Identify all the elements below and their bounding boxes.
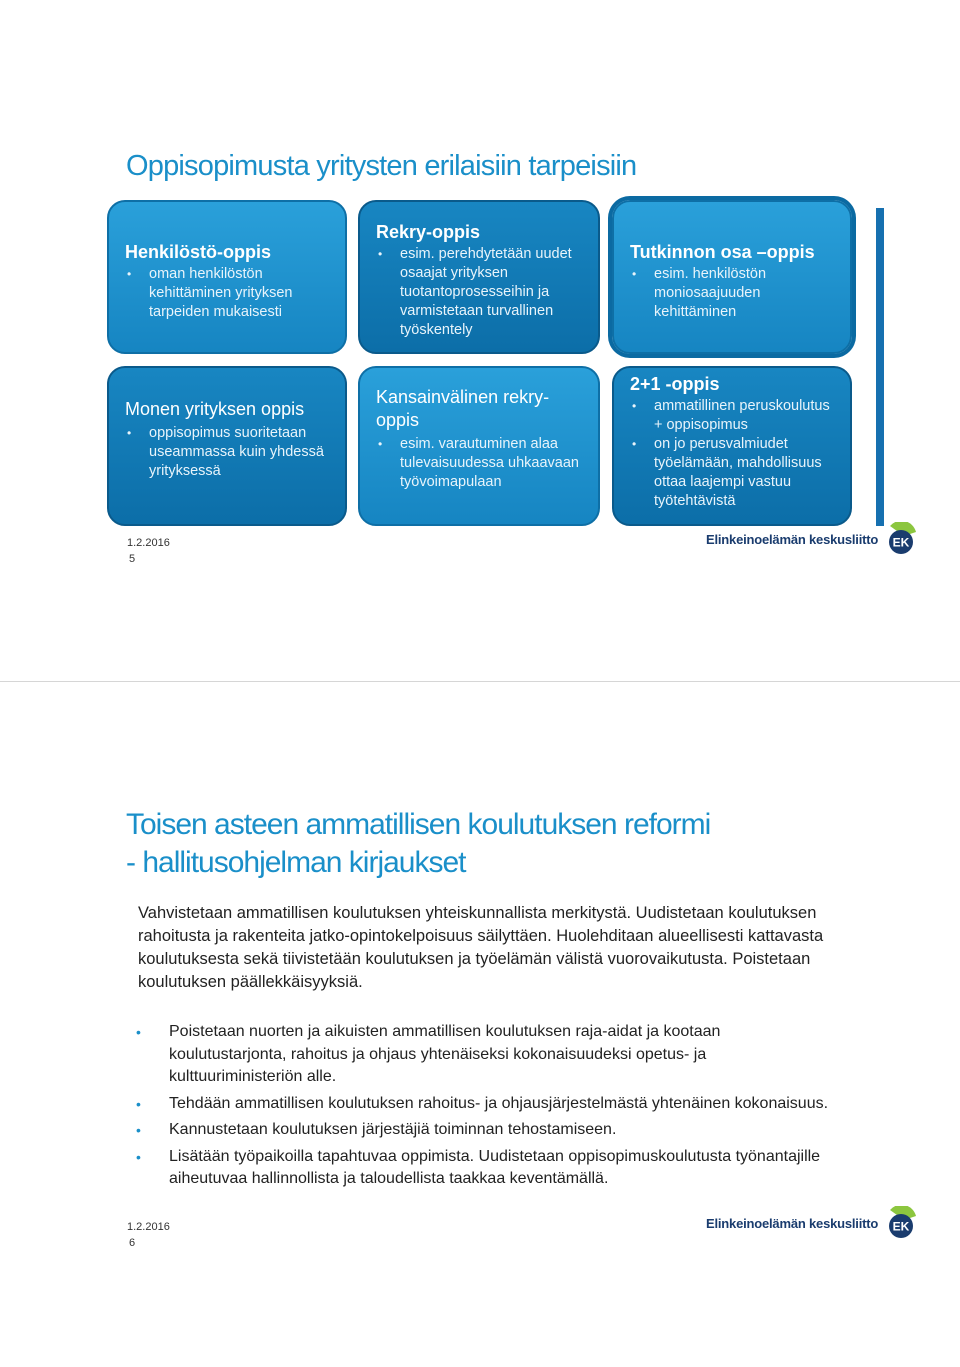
accent-bar xyxy=(876,208,884,526)
box-bullet: • esim. perehdytetään uudet osaajat yrityksen tuotantoprosesseihin ja varmistetaan turvallinen työskentely xyxy=(376,245,586,340)
page-number: 6 xyxy=(129,1237,136,1249)
box-title: Rekry-oppis xyxy=(376,222,481,242)
bullet-list xyxy=(134,1021,834,1195)
box-title: 2+1 -oppis xyxy=(630,374,720,394)
box-rekry-oppis xyxy=(358,200,600,354)
box-kansainvalinen-rekry-oppis xyxy=(358,366,600,526)
box-bullet: • esim. henkilöstön moniosaajuuden kehittäminen xyxy=(630,265,838,322)
list-item: • Poistetaan nuorten ja aikuisten ammatillisen koulutuksen raja-aidat ja kootaan koulutustarjonta, rahoitus ja ohjaus yhtenäiseksi kokonaisuudeksi opetus- ja kulttuuriministeriön alle. xyxy=(134,1021,834,1089)
box-2plus1-oppis xyxy=(612,366,852,526)
footer-date: 1.2.2016 xyxy=(127,1221,170,1233)
box-title: Kansainvälinen rekry-oppis xyxy=(376,387,550,430)
slide-title-line1: Toisen asteen ammatillisen koulutuksen reformi xyxy=(126,808,711,841)
box-tutkinnon-osa-oppis xyxy=(612,200,852,354)
logo-text: Elinkeinoelämän keskusliitto xyxy=(706,531,879,547)
ek-logo xyxy=(706,1206,918,1240)
logo-text: Elinkeinoelämän keskusliitto xyxy=(706,1215,879,1231)
intro-paragraph: Vahvistetaan ammatillisen koulutuksen yhteiskunnallista merkitystä. Uudistetaan koulutuksen rahoitusta ja rakenteita jatko-opintokelpoisuus säilyttäen. Huolehditaan alueellisesti kattavasta koulutuksesta sekä tiivistetään koulutuksen ja työelämän välistä vuorovaikutusta. Poistetaan koulutuksen päällekkäisyyksiä. xyxy=(138,904,824,991)
slide-title: Oppisopimusta yritysten erilaisiin tarpeisiin xyxy=(126,150,637,182)
list-item: • Lisätään työpaikoilla tapahtuvaa oppimista. Uudistetaan oppisopimuskoulutusta työnantajille aiheutuvaa hallinnollista ja taloudellista taakkaa keventämällä. xyxy=(134,1146,834,1191)
page-separator xyxy=(0,681,960,682)
slide-1 xyxy=(0,0,960,680)
slide-title-line2: - hallitusohjelman kirjaukset xyxy=(126,846,466,879)
box-bullet: • ammatillinen peruskoulutus + oppisopimus xyxy=(630,397,838,435)
page-number: 5 xyxy=(129,553,136,565)
box-title: Henkilöstö-oppis xyxy=(125,242,272,262)
box-bullet: • on jo perusvalmiudet työelämään, mahdollisuus ottaa laajempi vastuu työtehtävistä xyxy=(630,435,838,511)
box-henkilosto-oppis xyxy=(107,200,347,354)
box-bullet: • esim. varautuminen alaa tulevaisuudessa uhkaavaan työvoimapulaan xyxy=(376,435,586,492)
box-bullet: • oppisopimus suoritetaan useammassa kuin yhdessä yrityksessä xyxy=(125,424,333,481)
ek-logo-icon xyxy=(884,1206,918,1240)
footer-date: 1.2.2016 xyxy=(127,537,170,549)
svg-text:EK: EK xyxy=(892,1219,910,1234)
box-monen-yrityksen-oppis xyxy=(107,366,347,526)
svg-text:EK: EK xyxy=(892,535,910,550)
ek-logo xyxy=(706,522,918,556)
ek-logo-icon xyxy=(884,522,918,556)
list-item: • Tehdään ammatillisen koulutuksen rahoitus- ja ohjausjärjestelmästä yhtenäinen kokonaisuus. xyxy=(134,1093,834,1116)
box-title: Monen yrityksen oppis xyxy=(125,399,305,419)
box-title: Tutkinnon osa –oppis xyxy=(630,242,815,262)
box-bullet: • oman henkilöstön kehittäminen yrityksen tarpeiden mukaisesti xyxy=(125,265,333,322)
list-item: • Kannustetaan koulutuksen järjestäjiä toiminnan tehostamiseen. xyxy=(134,1119,834,1142)
